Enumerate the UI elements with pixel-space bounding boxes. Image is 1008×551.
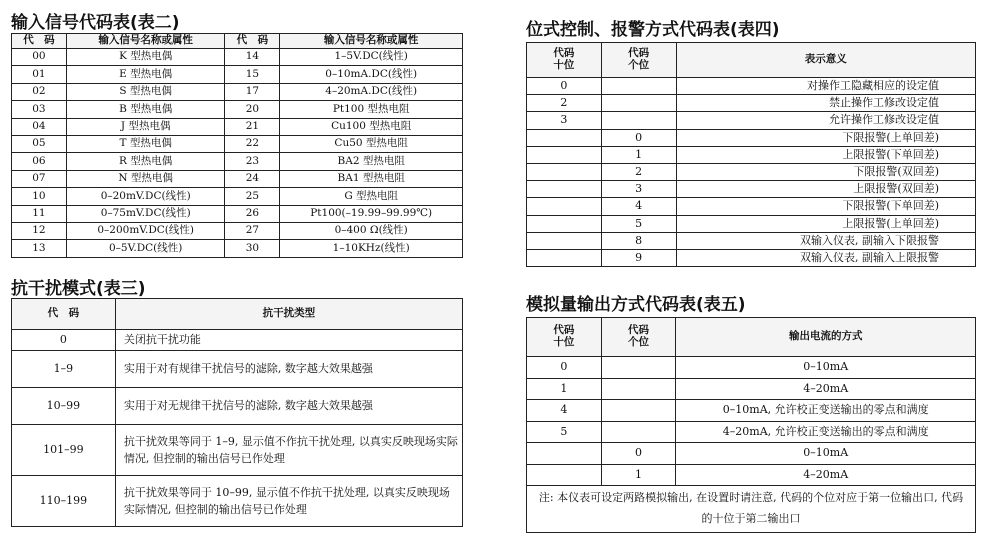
column-header: 代 码: [225, 34, 280, 49]
signal-cell: E 型热电偶: [66, 66, 225, 83]
table-row: [12, 330, 463, 351]
table-row: [12, 476, 463, 527]
output-mode-cell: 0–10mA, 允许校正变送输出的零点和满度: [676, 400, 976, 422]
signal-cell: N 型热电偶: [66, 170, 225, 187]
table-row: [12, 222, 463, 239]
code-cell: 1–9: [12, 351, 116, 388]
units-digit-cell: [601, 378, 676, 400]
table-row: [12, 170, 463, 187]
code-cell: 01: [12, 66, 67, 83]
type-cell: 实用于对无规律干扰信号的滤除, 数字越大效果越强: [115, 388, 462, 425]
code-cell: 10: [12, 188, 67, 205]
type-cell: 关闭抗干扰功能: [115, 330, 462, 351]
signal-cell: 0–400 Ω(线性): [280, 222, 463, 239]
table-row: [12, 153, 463, 170]
table-row: [12, 351, 463, 388]
table-row: [12, 388, 463, 425]
units-digit-cell: 9: [601, 249, 676, 266]
meaning-cell: 禁止操作工修改设定值: [676, 95, 976, 112]
table4-title: 位式控制、报警方式代码表(表四): [526, 20, 780, 40]
code-cell: 12: [12, 222, 67, 239]
table-row: [527, 232, 976, 249]
signal-cell: B 型热电偶: [66, 101, 225, 118]
signal-cell: 0–200mV.DC(线性): [66, 222, 225, 239]
column-header: 输入信号名称或属性: [280, 34, 463, 49]
table-row: [527, 181, 976, 198]
table-row: [527, 198, 976, 215]
units-digit-cell: 2: [601, 163, 676, 180]
column-header: 输入信号名称或属性: [66, 34, 225, 49]
code-cell: 25: [225, 188, 280, 205]
meaning-cell: 上限报警(上单回差): [676, 215, 976, 232]
table-row: [527, 378, 976, 400]
tens-digit-cell: 2: [527, 95, 602, 112]
table-row: [12, 205, 463, 222]
table-row: [527, 78, 976, 95]
table-header-row: [12, 34, 463, 49]
signal-cell: S 型热电偶: [66, 83, 225, 100]
code-cell: 03: [12, 101, 67, 118]
code-cell: 00: [12, 49, 67, 66]
code-cell: 06: [12, 153, 67, 170]
code-cell: 21: [225, 118, 280, 135]
type-cell: 抗干扰效果等同于 10–99, 显示值不作抗干扰处理, 以真实反映现场实际情况, 但控制的输出信号已作处理: [115, 476, 462, 527]
column-header: 代码 个位: [601, 318, 676, 357]
signal-cell: J 型热电偶: [66, 118, 225, 135]
tens-digit-cell: 5: [527, 421, 602, 443]
output-mode-cell: 0–10mA: [676, 443, 976, 465]
table-row: [527, 249, 976, 266]
output-mode-cell: 0–10mA: [676, 357, 976, 379]
code-cell: 30: [225, 240, 280, 257]
table-row: [12, 66, 463, 83]
code-cell: 101–99: [12, 425, 116, 476]
signal-cell: Cu50 型热电阻: [280, 135, 463, 152]
meaning-cell: 双输入仪表, 副输入下限报警: [676, 232, 976, 249]
units-digit-cell: [601, 78, 676, 95]
column-header: 表示意义: [676, 43, 976, 78]
units-digit-cell: [601, 95, 676, 112]
code-cell: 0: [12, 330, 116, 351]
units-digit-cell: [601, 421, 676, 443]
signal-cell: BA2 型热电阻: [280, 153, 463, 170]
code-cell: 26: [225, 205, 280, 222]
column-header: 代码 十位: [527, 43, 602, 78]
code-cell: 05: [12, 135, 67, 152]
table-row: [527, 146, 976, 163]
tens-digit-cell: [527, 232, 602, 249]
meaning-cell: 下限报警(双回差): [676, 163, 976, 180]
code-cell: 13: [12, 240, 67, 257]
table-header-row: [527, 43, 976, 78]
tens-digit-cell: 3: [527, 112, 602, 129]
alarm-mode-code-table: [526, 42, 976, 267]
code-cell: 10–99: [12, 388, 116, 425]
column-header: 代 码: [12, 299, 116, 330]
table-row: [527, 163, 976, 180]
table-row: [527, 215, 976, 232]
code-cell: 07: [12, 170, 67, 187]
signal-cell: 1–5V.DC(线性): [280, 49, 463, 66]
table-row: [527, 464, 976, 486]
units-digit-cell: 8: [601, 232, 676, 249]
table-row: [12, 135, 463, 152]
tens-digit-cell: [527, 129, 602, 146]
signal-cell: T 型热电偶: [66, 135, 225, 152]
output-mode-cell: 4–20mA: [676, 378, 976, 400]
signal-cell: 0–10mA.DC(线性): [280, 66, 463, 83]
tens-digit-cell: [527, 198, 602, 215]
column-header: 抗干扰类型: [115, 299, 462, 330]
type-cell: 抗干扰效果等同于 1–9, 显示值不作抗干扰处理, 以真实反映现场实际情况, 但控制的输出信号已作处理: [115, 425, 462, 476]
table3-title: 抗干扰模式(表三): [11, 279, 146, 299]
units-digit-cell: 3: [601, 181, 676, 198]
units-digit-cell: 5: [601, 215, 676, 232]
table-row: [12, 240, 463, 257]
table-row: [527, 112, 976, 129]
table-row: [12, 425, 463, 476]
table-row: [527, 443, 976, 465]
code-cell: 110–199: [12, 476, 116, 527]
anti-interference-table: [11, 298, 463, 527]
signal-cell: G 型热电阻: [280, 188, 463, 205]
column-header: 代 码: [12, 34, 67, 49]
code-cell: 02: [12, 83, 67, 100]
tens-digit-cell: [527, 443, 602, 465]
table-row: [527, 129, 976, 146]
type-cell: 实用于对有规律干扰信号的滤除, 数字越大效果越强: [115, 351, 462, 388]
tens-digit-cell: [527, 181, 602, 198]
table-row: [527, 486, 976, 533]
table-note: 注: 本仪表可设定两路模拟输出, 在设置时请注意, 代码的个位对应于第一位输出口, 代码的十位于第二输出口: [527, 486, 976, 533]
signal-cell: 1–10KHz(线性): [280, 240, 463, 257]
code-cell: 27: [225, 222, 280, 239]
table2-title: 输入信号代码表(表二): [11, 13, 180, 33]
table-row: [527, 400, 976, 422]
units-digit-cell: [601, 112, 676, 129]
meaning-cell: 上限报警(下单回差): [676, 146, 976, 163]
table-row: [527, 357, 976, 379]
signal-cell: Pt100(–19.99–99.99℃): [280, 205, 463, 222]
units-digit-cell: 4: [601, 198, 676, 215]
code-cell: 24: [225, 170, 280, 187]
column-header: 代码 十位: [527, 318, 602, 357]
tens-digit-cell: 0: [527, 357, 602, 379]
signal-cell: 0–75mV.DC(线性): [66, 205, 225, 222]
input-signal-code-table: [11, 33, 463, 258]
code-cell: 15: [225, 66, 280, 83]
table-row: [527, 421, 976, 443]
table-row: [12, 188, 463, 205]
table-row: [12, 49, 463, 66]
tens-digit-cell: 4: [527, 400, 602, 422]
signal-cell: K 型热电偶: [66, 49, 225, 66]
table-row: [527, 95, 976, 112]
output-mode-cell: 4–20mA, 允许校正变送输出的零点和满度: [676, 421, 976, 443]
tens-digit-cell: [527, 464, 602, 486]
signal-cell: Pt100 型热电阻: [280, 101, 463, 118]
output-mode-cell: 4–20mA: [676, 464, 976, 486]
code-cell: 17: [225, 83, 280, 100]
meaning-cell: 下限报警(上单回差): [676, 129, 976, 146]
tens-digit-cell: [527, 163, 602, 180]
units-digit-cell: [601, 357, 676, 379]
tens-digit-cell: 0: [527, 78, 602, 95]
table-row: [12, 118, 463, 135]
signal-cell: BA1 型热电阻: [280, 170, 463, 187]
signal-cell: R 型热电偶: [66, 153, 225, 170]
column-header: 输出电流的方式: [676, 318, 976, 357]
table-row: [12, 83, 463, 100]
units-digit-cell: [601, 400, 676, 422]
signal-cell: 0–20mV.DC(线性): [66, 188, 225, 205]
units-digit-cell: 1: [601, 464, 676, 486]
code-cell: 22: [225, 135, 280, 152]
table-header-row: [12, 299, 463, 330]
meaning-cell: 允许操作工修改设定值: [676, 112, 976, 129]
column-header: 代码 个位: [601, 43, 676, 78]
signal-cell: Cu100 型热电阻: [280, 118, 463, 135]
units-digit-cell: 0: [601, 443, 676, 465]
code-cell: 23: [225, 153, 280, 170]
signal-cell: 4–20mA.DC(线性): [280, 83, 463, 100]
tens-digit-cell: [527, 215, 602, 232]
code-cell: 14: [225, 49, 280, 66]
table-header-row: [527, 318, 976, 357]
units-digit-cell: 0: [601, 129, 676, 146]
table5-title: 模拟量输出方式代码表(表五): [526, 295, 746, 315]
meaning-cell: 对操作工隐藏相应的设定值: [676, 78, 976, 95]
code-cell: 20: [225, 101, 280, 118]
units-digit-cell: 1: [601, 146, 676, 163]
analog-output-code-table: [526, 317, 976, 533]
tens-digit-cell: 1: [527, 378, 602, 400]
table-row: [12, 101, 463, 118]
code-cell: 11: [12, 205, 67, 222]
meaning-cell: 双输入仪表, 副输入上限报警: [676, 249, 976, 266]
signal-cell: 0–5V.DC(线性): [66, 240, 225, 257]
tens-digit-cell: [527, 146, 602, 163]
tens-digit-cell: [527, 249, 602, 266]
meaning-cell: 下限报警(下单回差): [676, 198, 976, 215]
meaning-cell: 上限报警(双回差): [676, 181, 976, 198]
code-cell: 04: [12, 118, 67, 135]
